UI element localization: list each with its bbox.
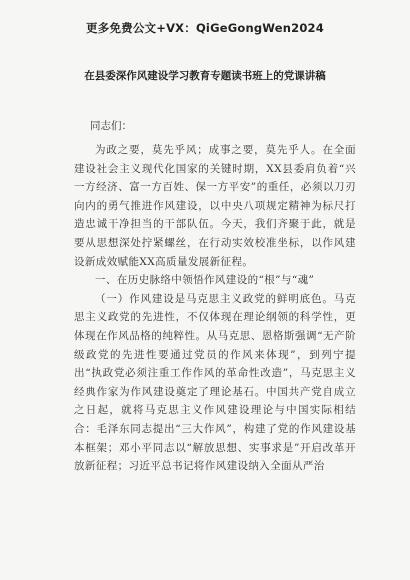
document-body (74, 141, 356, 476)
document-title: 在县委深作风建设学习教育专题读书班上的党课讲稿 (84, 70, 326, 82)
promo-header: 更多免费公文+VX：QiGeGongWen2024 (86, 21, 324, 35)
section-heading: 一、在历史脉络中领悟作风建设的“根”与“魂” (95, 274, 315, 287)
salutation: 同志们： (90, 120, 132, 132)
body-paragraph: （一）作风建设是马克思主义政党的鲜明底色。马克思主义政党的先进性，不仅体现在理论纲领的科学性，更体现在作风品格的纯粹性。从马克思、恩格斯强调“无产阶级政党的先进性要通过党员的作风来体现”，到列宁提出“执政党必须注重工作作风的革命性改造”，马克思主义经典作家为作风建设奠定了理论基石。中国共产党自成立之日起，就将马克思主义作风建设理论与中国实际相结合：毛泽东同志提出“三大作风”，构建了党的作风建设基本框架；邓小平同志以“解放思想、实事求是”开启改革开放新征程；习近平总书记将作风建设纳入全面从严治 (74, 292, 356, 473)
intro-paragraph: 为政之要，莫先乎风；成事之要，莫先乎人。在全面建设社会主义现代化国家的关键时期，XX县委肩负着“兴一方经济、富一方百姓、保一方平安”的重任，必须以刀刃向内的勇气推进作风建设，以中央八项规定精神为标尺打造忠诚干净担当的干部队伍。今天，我们齐聚于此，就是要从思想深处拧紧螺丝，在行动实效校准坐标，以作风建设新成效赋能XX高质量发展新征程。 (74, 144, 356, 268)
